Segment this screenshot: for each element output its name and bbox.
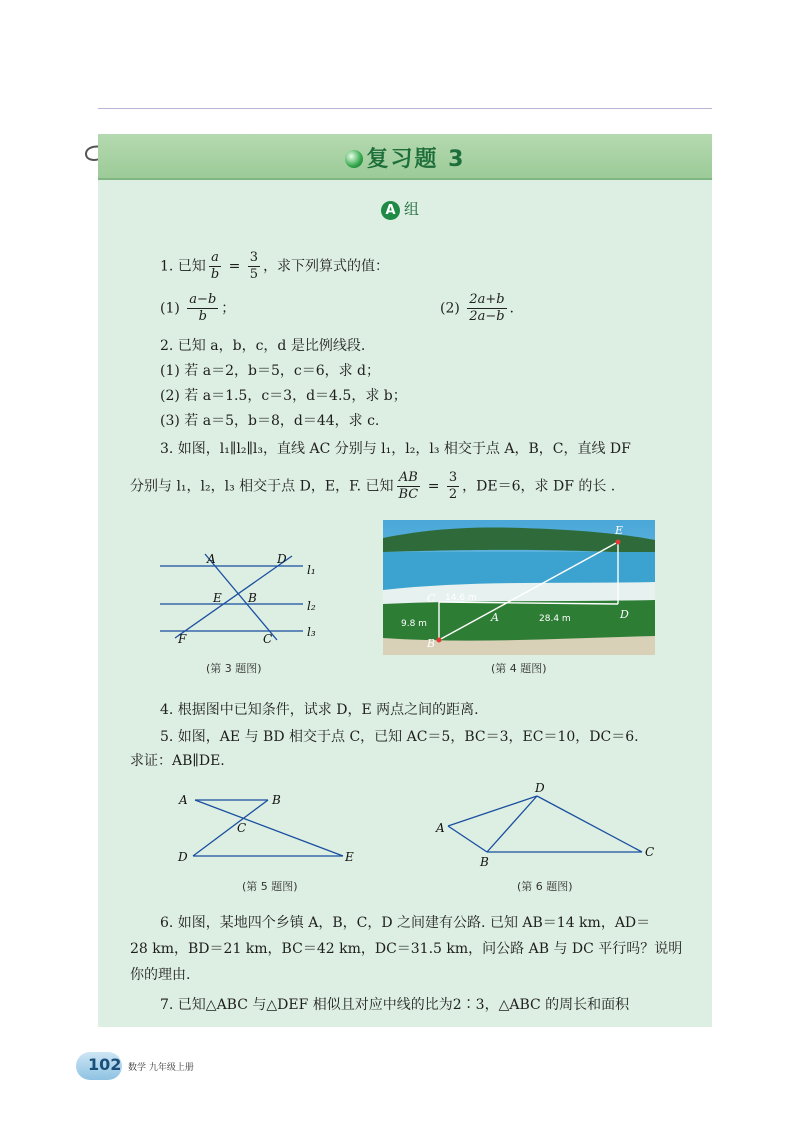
fraction-3-2: $\frac{3}{2}$	[448, 470, 458, 502]
question-1-part-1: (1) $\frac{a-b}{b}$ ；	[160, 292, 236, 324]
point-f-label: F	[178, 632, 187, 646]
figure-5-caption: (第 5 题图)	[242, 880, 298, 893]
fig6-d-label: D	[535, 781, 545, 795]
question-1: 1. 已知 $\frac{a}{b}$ = $\frac{3}{5}$ ，求下列算式的值：	[160, 250, 390, 282]
photo-c-label: C	[427, 592, 436, 605]
question-3-line-2: 分别与 l₁，l₂，l₃ 相交于点 D，E，F. 已知 $\frac{AB}{BC}$ = $\frac{3}{2}$ ，DE＝6，求 DF 的长 .	[130, 470, 616, 502]
l1-label: l₁	[307, 563, 316, 577]
figure-6	[432, 780, 662, 870]
point-b-marker	[437, 638, 442, 643]
group-letter-badge: A	[381, 201, 400, 220]
point-c-label: C	[263, 632, 273, 646]
fraction-a-b: $\frac{a}{b}$	[210, 250, 220, 282]
photo-b-label: B	[427, 637, 436, 650]
point-a-label: A	[207, 552, 216, 566]
header-rule	[98, 108, 712, 109]
question-6-line-3: 你的理由.	[130, 967, 191, 983]
question-6-line-2: 28 km，BD＝21 km，BC＝42 km，DC＝31.5 km，问公路 AB 与 DC 平行吗？说明	[130, 941, 683, 957]
question-7-line-1: 7. 已知△ABC 与△DEF 相似且对应中线的比为2∶3，△ABC 的周长和面积	[160, 997, 630, 1013]
group-heading: A 组	[0, 198, 800, 220]
l2-label: l₂	[307, 599, 316, 613]
fraction-part-2: $\frac{2a+b}{2a-b}$	[469, 292, 505, 324]
segment-dc	[537, 796, 642, 852]
figure-4-photo	[383, 520, 655, 655]
point-e-label: E	[213, 591, 222, 605]
question-2: 2. 已知 a，b，c，d 是比例线段.	[160, 338, 366, 354]
l3-label: l₃	[307, 625, 316, 639]
distance-bc: 9.8 m	[401, 619, 427, 629]
photo-a-label: A	[491, 611, 499, 624]
fig5-b-label: B	[272, 793, 281, 807]
fig5-e-label: E	[345, 850, 354, 864]
figure-5	[175, 788, 365, 868]
question-3-line-1: 3. 如图，l₁∥l₂∥l₃，直线 AC 分别与 l₁，l₂，l₃ 相交于点 A，B，C，直线 DF	[160, 441, 631, 457]
page-number: 102	[88, 1055, 122, 1074]
question-1-part-2: (2) $\frac{2a+b}{2a-b}$ .	[440, 292, 514, 324]
segment-bd	[193, 800, 268, 856]
section-title: 复习题 3	[98, 142, 712, 173]
fig6-a-label: A	[436, 821, 445, 835]
point-b-label: B	[248, 591, 257, 605]
fig6-c-label: C	[645, 845, 655, 859]
figure-4-caption: (第 4 题图)	[491, 662, 547, 675]
fig5-a-label: A	[179, 793, 188, 807]
question-5-line-1: 5. 如图，AE 与 BD 相交于点 C，已知 AC＝5，BC＝3，EC＝10，DC＝6.	[160, 729, 639, 745]
figure-6-caption: (第 6 题图)	[517, 880, 573, 893]
question-2-part-1: (1) 若 a＝2，b＝5，c＝6，求 d；	[160, 363, 381, 379]
question-2-part-3: (3) 若 a＝5，b＝8，d＝44，求 c.	[160, 413, 380, 429]
fraction-part-1: $\frac{a-b}{b}$	[189, 292, 217, 324]
fig5-c-label: C	[237, 821, 247, 835]
book-title: 数学 九年级上册	[128, 1063, 194, 1073]
line-df	[175, 556, 292, 638]
segment-ab	[448, 826, 487, 852]
fraction-3-5: $\frac{3}{5}$	[249, 250, 259, 282]
title-banner	[98, 134, 712, 180]
segment-ae	[195, 800, 343, 856]
question-5-line-2: 求证：AB∥DE.	[130, 753, 225, 769]
question-6-line-1: 6. 如图，某地四个乡镇 A，B，C，D 之间建有公路. 已知 AB＝14 km，AD＝	[160, 915, 651, 931]
question-4: 4. 根据图中已知条件，试求 D，E 两点之间的距离.	[160, 702, 479, 718]
fig5-d-label: D	[178, 850, 188, 864]
distance-ca: 14.6 m	[445, 593, 477, 603]
photo-d-label: D	[620, 608, 629, 621]
fraction-ab-bc: $\frac{AB}{BC}$	[398, 470, 419, 502]
globe-icon	[345, 150, 363, 168]
point-d-label: D	[277, 552, 287, 566]
photo-e-label: E	[615, 524, 624, 537]
question-2-part-2: (2) 若 a＝1.5，c＝3，d＝4.5，求 b；	[160, 388, 407, 404]
figure-3	[155, 550, 330, 650]
distance-ad: 28.4 m	[539, 614, 571, 624]
point-e-marker	[616, 540, 621, 545]
fig6-b-label: B	[480, 855, 489, 869]
figure-3-caption: (第 3 题图)	[206, 662, 262, 675]
